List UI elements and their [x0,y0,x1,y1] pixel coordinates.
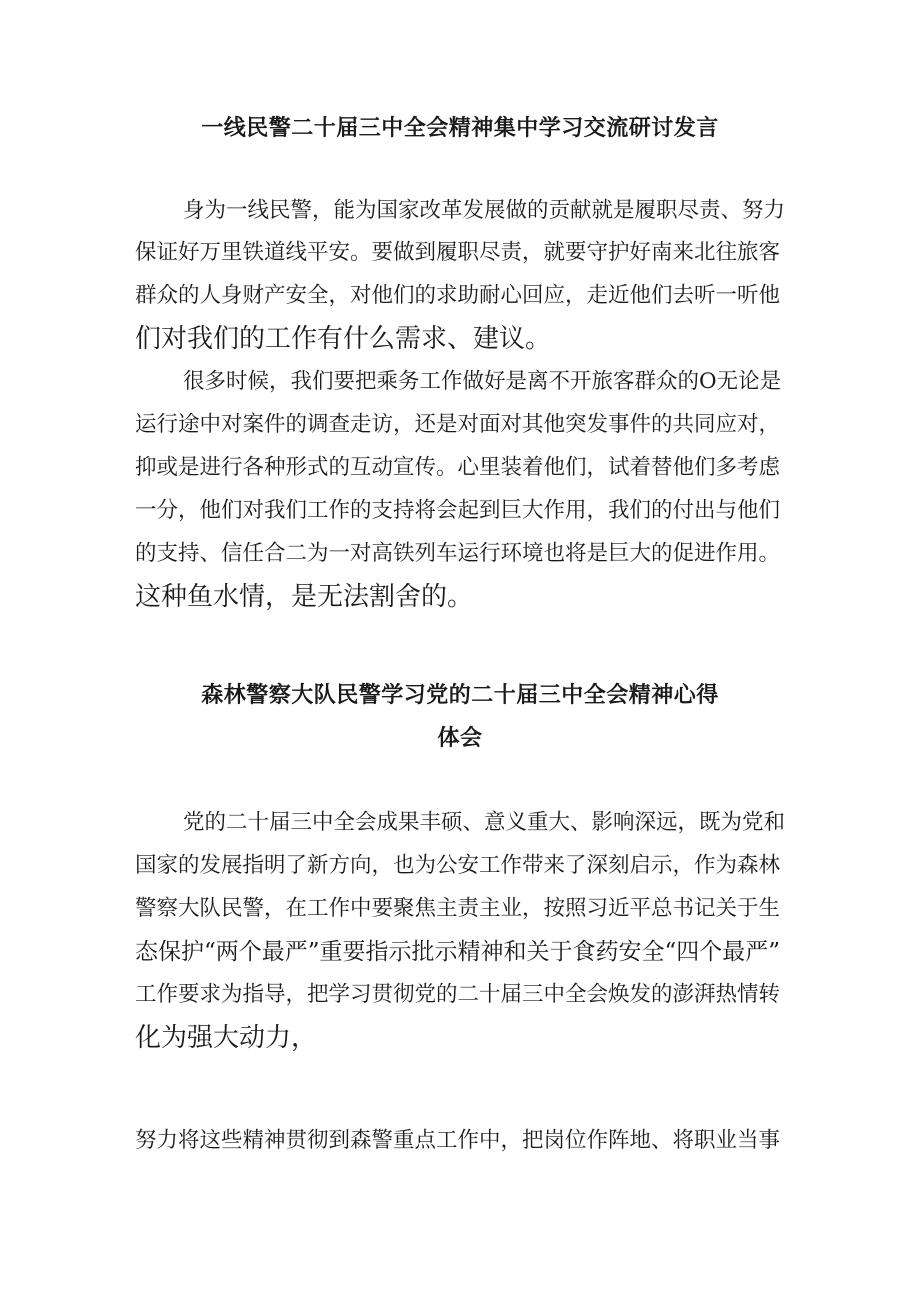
paragraph-line: 很多时候，我们要把乘务工作做好是离不开旅客群众的O无论是 [183,369,782,394]
paragraph-line: 群众的人身财产安全，对他们的求助耐心回应，走近他们去听一听他 [135,283,781,308]
paragraph-line: 党的二十届三中全会成果丰硕、意义重大、影响深远，既为党和 [183,810,786,835]
paragraph-line: 努力将这些精神贯彻到森警重点工作中，把岗位作阵地、将职业当事 [135,1128,781,1153]
article1-title: 一线民警二十届三中全会精神集中学习交流研讨发言 [201,116,719,141]
paragraph-line: 保证好万里铁道线平安。要做到履职尽责，就要守护好南来北往旅客 [135,240,781,265]
paragraph-line: 化为强大动力， [135,1023,318,1053]
paragraph-line: 的支持、信任合二为一对高铁列车运行环境也将是巨大的促进作用。 [135,541,781,566]
paragraph-line: 警察大队民警，在工作中要聚焦主责主业，按照习近平总书记关于生 [135,896,781,921]
paragraph-line: 态保护“两个最严”重要指示批示精神和关于食药安全“四个最严” [135,939,781,965]
paragraph-line: 们对我们的工作有什么需求、建议。 [135,324,552,354]
paragraph-line: 一分，他们对我们工作的支持将会起到巨大作用，我们的付出与他们 [135,498,781,523]
paragraph-line: 抑或是进行各种形式的互动宣传。心里装着他们，试着替他们多考虑 [135,455,781,480]
paragraph-line: 这种鱼水情，是无法割舍的。 [135,582,474,612]
article2-title-line-2: 体会 [437,726,483,751]
article2-title-line-1: 森林警察大队民警学习党的二十届三中全会精神心得 [201,683,719,708]
paragraph-line: 工作要求为指导，把学习贯彻党的二十届三中全会焕发的澎湃热情转 [135,982,781,1007]
paragraph-line: 国家的发展指明了新方向，也为公安工作带来了深刻启示，作为森林 [135,853,781,878]
paragraph-line: 运行途中对案件的调查走访，还是对面对其他突发事件的共同应对， [135,412,781,437]
paragraph-line: 身为一线民警，能为国家改革发展做的贡献就是履职尽责、努力 [183,198,786,223]
